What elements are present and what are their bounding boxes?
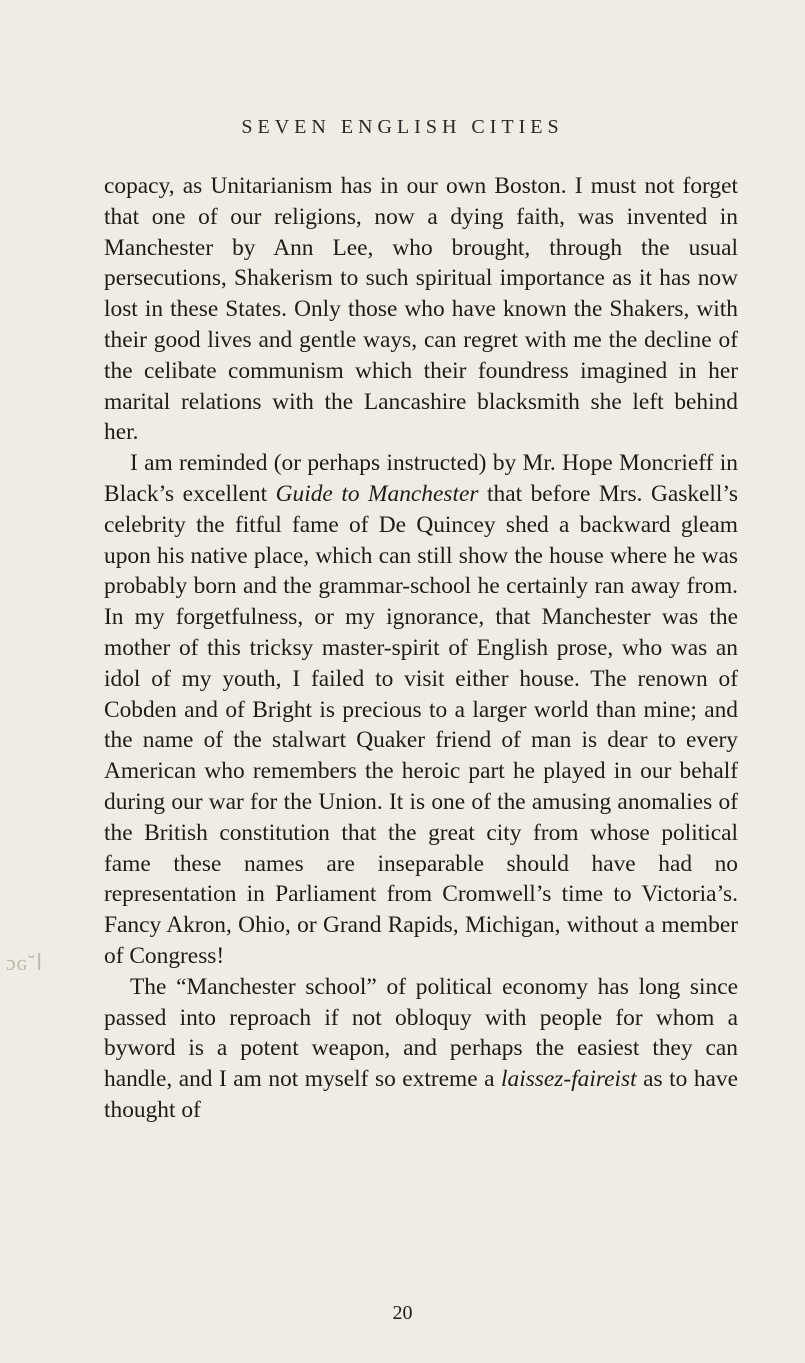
paragraph-2-text-a: I am reminded (or perhaps instructed) by Mr. Hope Moncrieff in Black’s excellent bbox=[104, 450, 738, 507]
page-number: 20 bbox=[392, 1302, 413, 1324]
body-text bbox=[104, 171, 738, 1126]
paragraph-2-text-b: that before Mrs. Gaskell’s celebrity the fitful fame of De Quincey shed a backward gleam upon his native place, which can still show the house where he was probably born and the grammar-school he certainly ran away from. In my forgetfulness, or my ignorance, that Manchester was the mother of this tricksy master-spirit of English prose, who was an idol of my youth, I failed to visit either house. The renown of Cobden and of Bright is precious to a larger world than mine; and the name of the stalwart Quaker friend of man is dear to every American who remembers the heroic part he played in our behalf during our war for the Union. It is one of the amusing anomalies of the British constitution that the great city from whose political fame these names are inseparable should have had no representation in Parliament from Cromwell’s time to Victoria’s. Fancy Akron, Ohio, or Grand Rapids, Michigan, without a member of Congress! bbox=[104, 480, 738, 969]
paragraph-1-text: copacy, as Unitarianism has in our own Boston. I must not forget that one of our religions, now a dying faith, was invented in Manchester by Ann Lee, who brought, through the usual persecutions, Shakerism to such spiritual importance as it has now lost in these States. Only those who have known the Shakers, with their good lives and gentle ways, can regret with me the decline of the celibate communism which their foundress imagined in her marital relations with the Lancashire blacksmith she left behind her. bbox=[104, 173, 738, 446]
paragraph-1 bbox=[104, 171, 738, 448]
paragraph-3 bbox=[104, 972, 738, 1126]
paragraph-2 bbox=[104, 448, 738, 972]
margin-bleed-mark: ɔɢ˘ا bbox=[6, 950, 43, 975]
running-head: SEVEN ENGLISH CITIES bbox=[241, 116, 564, 138]
paragraph-3-text-a: The “Manchester school” of political economy has long since passed into reproach if not obloquy with people for whom a byword is a potent weapon, and perhaps the easiest they can handle, and I am not myself so extreme a bbox=[104, 973, 738, 1093]
book-title-guide-to-manchester: Guide to Manchester bbox=[275, 480, 479, 507]
italic-term-laissez-faireist: laissez-faireist bbox=[501, 1066, 637, 1093]
paragraph-3-text-b: as to have thought of bbox=[104, 1066, 738, 1123]
